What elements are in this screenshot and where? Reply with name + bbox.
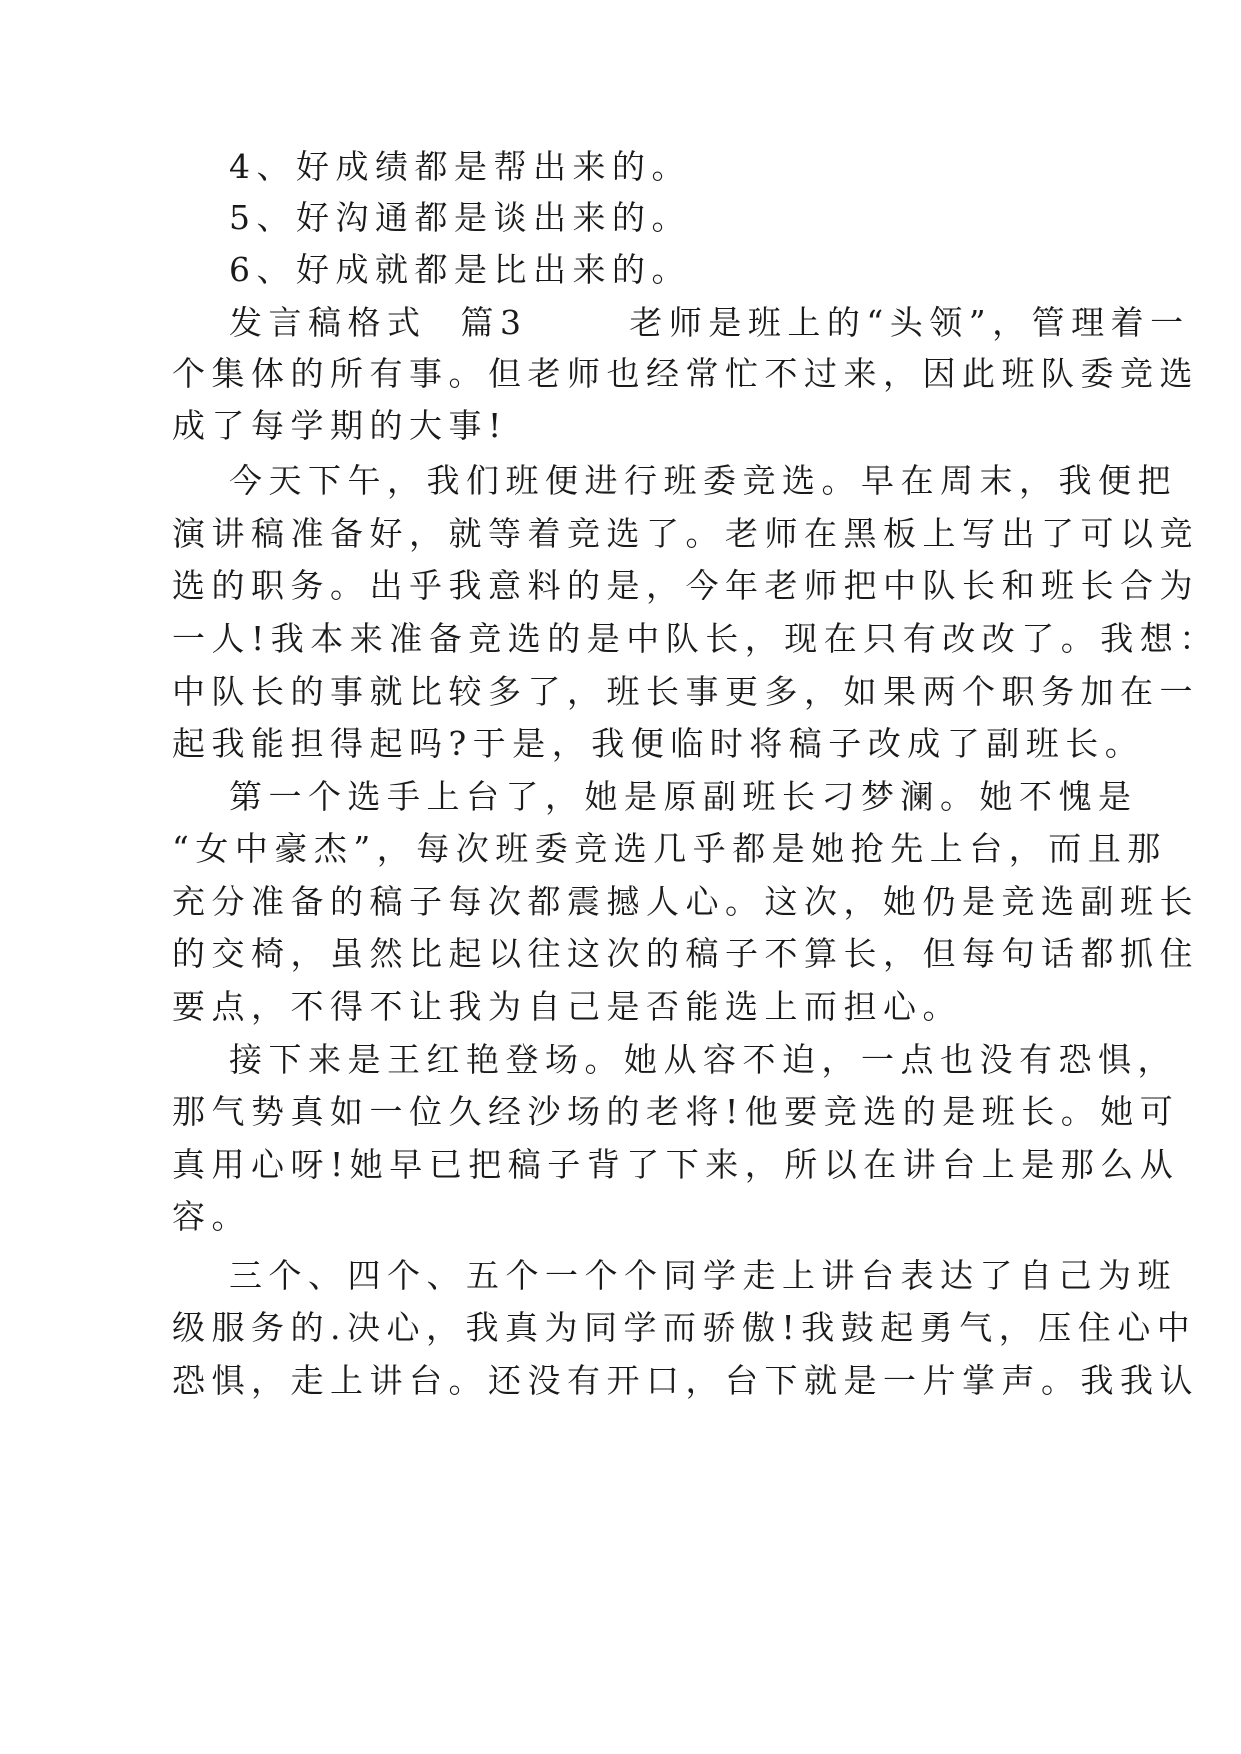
paragraph-line: 接下来是王红艳登场。她从容不迫，一点也没有恐惧，	[229, 1040, 1177, 1079]
paragraph-line: 4、好成绩都是帮出来的。	[229, 147, 691, 186]
paragraph-line: 恐惧，走上讲台。还没有开口，台下就是一片掌声。我我认	[172, 1361, 1199, 1400]
paragraph-line: 今天下午，我们班便进行班委竞选。早在周末，我便把	[229, 461, 1177, 500]
paragraph-line: 那气势真如一位久经沙场的老将!他要竞选的是班长。她可	[172, 1092, 1180, 1131]
paragraph-line: 6、好成就都是比出来的。	[229, 250, 691, 289]
paragraph-line: 成了每学期的大事!	[172, 406, 508, 445]
paragraph-line: 充分准备的稿子每次都震撼人心。这次，她仍是竞选副班长	[172, 882, 1199, 921]
paragraph-line: 级服务的.决心，我真为同学而骄傲!我鼓起勇气，压住心中	[172, 1308, 1197, 1347]
paragraph-line: 演讲稿准备好，就等着竞选了。老师在黑板上写出了可以竞	[172, 514, 1199, 553]
paragraph-line: 选的职务。出乎我意料的是，今年老师把中队长和班长合为	[172, 566, 1199, 605]
paragraph-line: 个集体的所有事。但老师也经常忙不过来，因此班队委竞选	[172, 354, 1199, 393]
paragraph-line: 中队长的事就比较多了，班长事更多，如果两个职务加在一	[172, 672, 1199, 711]
paragraph-line: 一人!我本来准备竞选的是中队长，现在只有改改了。我想：	[172, 619, 1219, 658]
paragraph-line: 起我能担得起吗?于是，我便临时将稿子改成了副班长。	[172, 724, 1145, 763]
paragraph-line: 的交椅，虽然比起以往这次的稿子不算长，但每句话都抓住	[172, 934, 1199, 973]
paragraph-line: 第一个选手上台了，她是原副班长刁梦澜。她不愧是	[229, 777, 1138, 816]
paragraph-line: 三个、四个、五个一个个同学走上讲台表达了自己为班	[229, 1256, 1177, 1295]
paragraph-line: 容。	[172, 1197, 251, 1236]
paragraph-line: “女中豪杰”，每次班委竞选几乎都是她抢先上台，而且那	[172, 829, 1167, 868]
paragraph-line: 5、好沟通都是谈出来的。	[229, 198, 691, 237]
section-heading-line: 发言稿格式 篇3 老师是班上的“头领”，管理着一	[229, 303, 1190, 342]
paragraph-line: 要点，不得不让我为自己是否能选上而担心。	[172, 987, 962, 1026]
paragraph-line: 真用心呀!她早已把稿子背了下来，所以在讲台上是那么从	[172, 1145, 1180, 1184]
